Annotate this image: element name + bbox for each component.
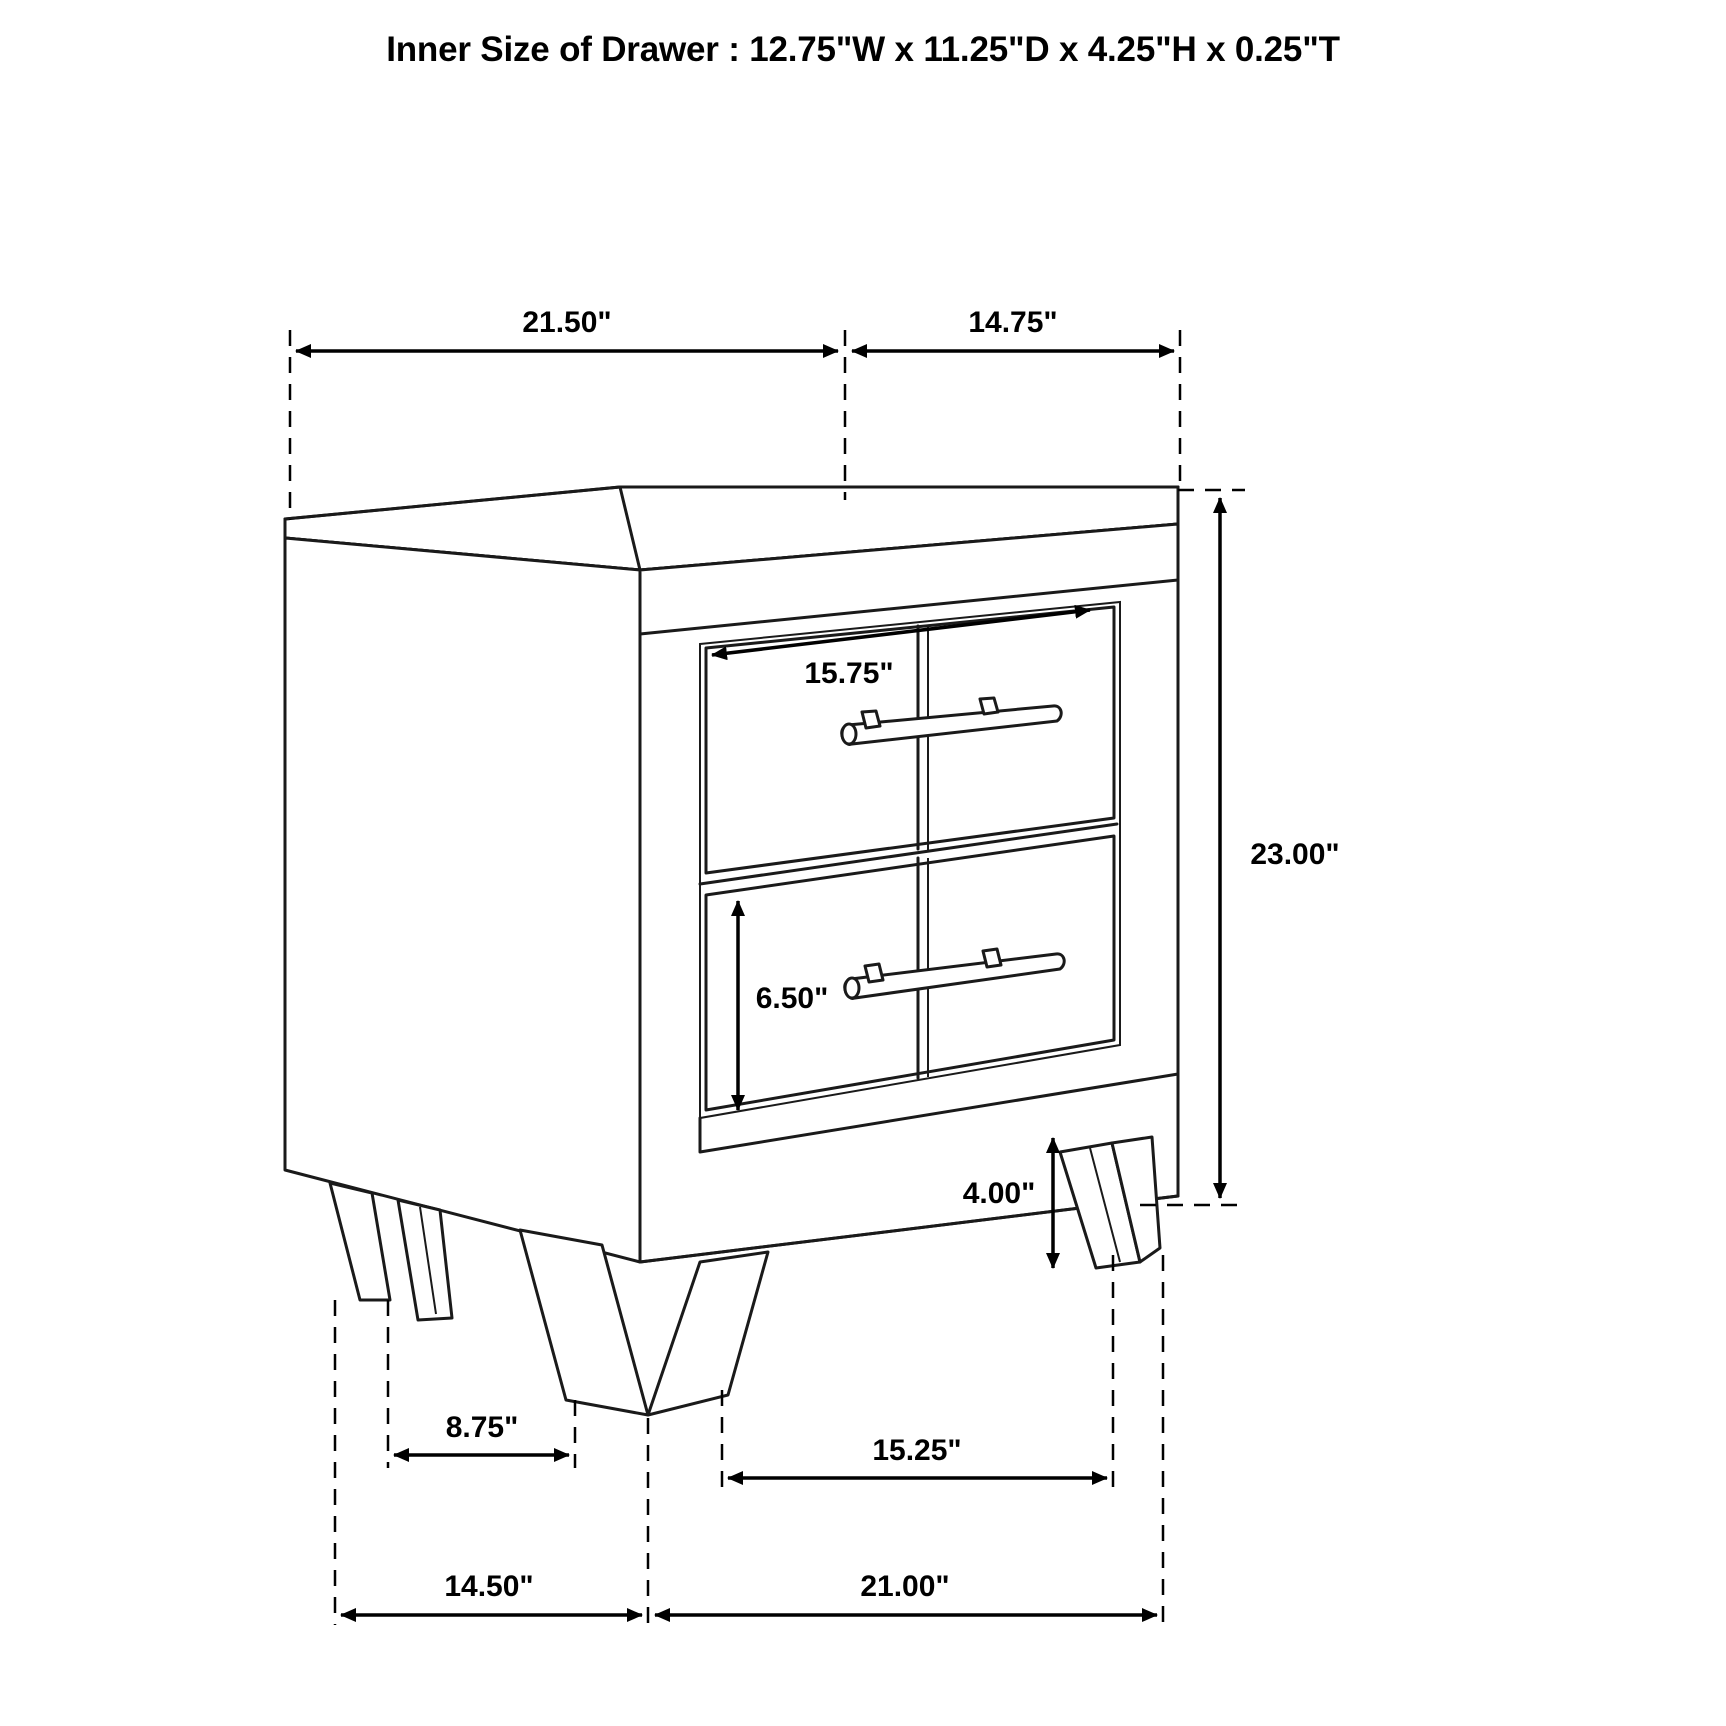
page-title: Inner Size of Drawer : 12.75"W x 11.25"D x 4.25"H x 0.25"T xyxy=(386,30,1340,69)
lower-handle-post-left xyxy=(865,964,883,982)
dim-label-base-right: 21.00" xyxy=(860,1570,950,1603)
dimension-foot-span-left xyxy=(394,1411,569,1455)
dimension-top-left xyxy=(296,306,838,351)
dimension-base-right xyxy=(655,1570,1157,1615)
dim-label-drawer-width: 15.75" xyxy=(804,657,894,690)
dimension-base-left xyxy=(341,1570,642,1615)
upper-handle-end-cap xyxy=(842,724,856,744)
dimension-top-right xyxy=(852,306,1174,351)
dim-label-foot-span-left: 8.75" xyxy=(445,1411,519,1444)
dim-label-drawer-height: 6.50" xyxy=(755,982,829,1015)
leg-front-right xyxy=(648,1252,768,1415)
dim-label-foot-span-right: 15.25" xyxy=(872,1434,962,1467)
leg-back-left xyxy=(330,1183,390,1300)
lower-handle-end-cap xyxy=(845,978,859,998)
dim-label-base-left: 14.50" xyxy=(444,1570,534,1603)
dimension-foot-span-right xyxy=(728,1434,1107,1478)
dim-label-top-left: 21.50" xyxy=(522,306,612,339)
lower-handle-post-right xyxy=(983,949,1001,967)
dimension-overall-height xyxy=(1220,498,1340,1198)
leg-mid-left xyxy=(398,1200,452,1320)
dim-label-overall-height: 23.00" xyxy=(1250,838,1340,871)
cabinet-body xyxy=(285,487,1178,1262)
cabinet-left-side-panel xyxy=(285,538,640,1262)
dim-label-top-right: 14.75" xyxy=(968,306,1058,339)
upper-handle-post-left xyxy=(862,711,880,728)
dim-label-leg-height: 4.00" xyxy=(962,1177,1036,1210)
upper-handle-post-right xyxy=(980,698,998,714)
